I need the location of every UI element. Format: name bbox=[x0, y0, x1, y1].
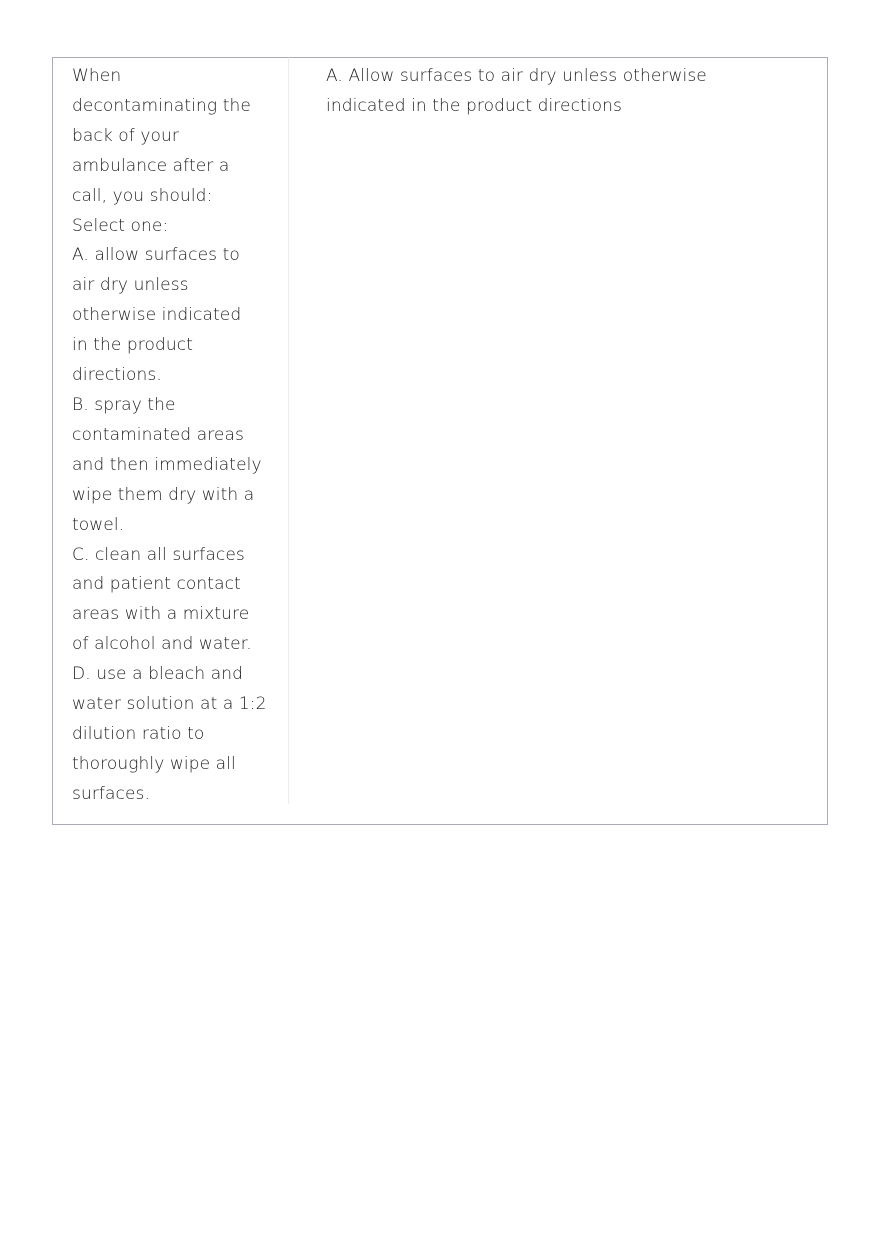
question-line: D. use a bleach and bbox=[72, 664, 244, 685]
question-line: contaminated areas bbox=[72, 424, 244, 445]
question-line: C. clean all surfaces bbox=[72, 544, 245, 565]
question-line: wipe them dry with a bbox=[72, 484, 255, 505]
question-line: areas with a mixture bbox=[72, 604, 250, 625]
question-line: otherwise indicated bbox=[72, 305, 242, 326]
question-line: When bbox=[72, 66, 122, 86]
question-line: and patient contact bbox=[72, 574, 241, 595]
question-line: Select one: bbox=[72, 215, 169, 236]
answer-cell bbox=[289, 58, 827, 824]
question-line: back of your bbox=[72, 125, 180, 146]
question-line: A. allow surfaces to bbox=[72, 245, 240, 266]
question-line: of alcohol and water. bbox=[72, 634, 252, 655]
question-line: ambulance after a bbox=[72, 155, 230, 176]
question-line: call, you should: bbox=[72, 185, 213, 206]
question-line: directions. bbox=[72, 365, 162, 386]
question-answer-table bbox=[52, 57, 828, 825]
question-line: thoroughly wipe all bbox=[72, 753, 236, 774]
question-line: B. spray the bbox=[72, 394, 176, 415]
question-line: towel. bbox=[72, 514, 125, 535]
question-line: in the product bbox=[72, 335, 193, 356]
question-line: air dry unless bbox=[72, 275, 189, 296]
question-line: surfaces. bbox=[72, 783, 150, 804]
question-line: and then immediately bbox=[72, 454, 262, 475]
question-line: decontaminating the bbox=[72, 95, 251, 116]
question-cell bbox=[53, 57, 289, 804]
answer-line: indicated in the product directions bbox=[326, 95, 622, 116]
answer-line: A. Allow surfaces to air dry unless otherwise bbox=[326, 66, 707, 86]
question-line: water solution at a 1:2 bbox=[72, 694, 267, 715]
question-line: dilution ratio to bbox=[72, 723, 205, 744]
